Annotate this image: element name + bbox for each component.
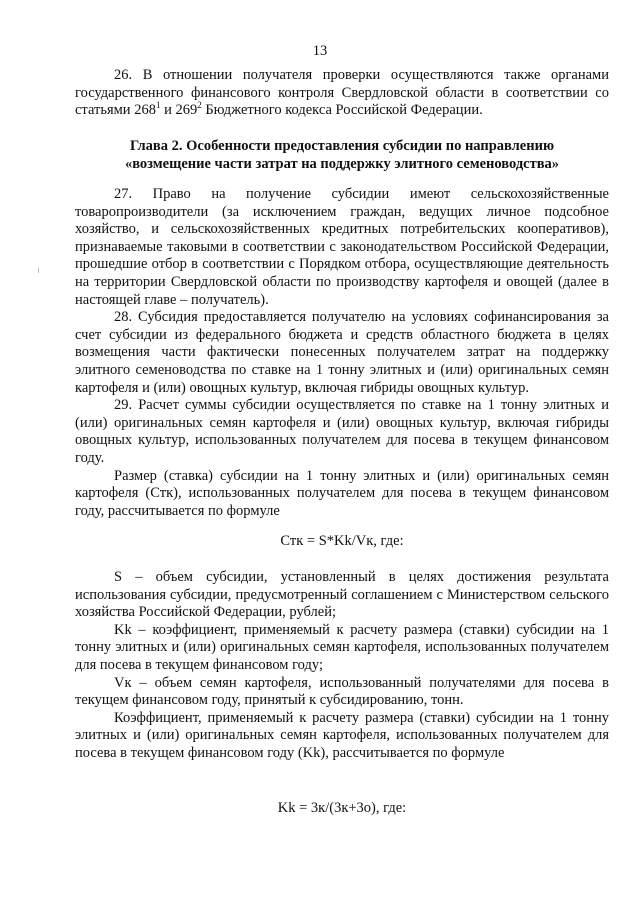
definition-kk: Kk – коэффициент, применяемый к расчету размера (ставки) субсидии на 1 тонну элитных и (или) оригинальных семян картофеля, использованных получателем для посева в текущем финансовом году; <box>75 621 609 673</box>
paragraph-coefficient: Коэффициент, применяемый к расчету размера (ставки) субсидии на 1 тонну элитных и (или) оригинальных семян картофеля, использованных получателем для посева в текущем финансовом году (Kk), рассчитывается по формуле <box>75 709 609 761</box>
formula-kk: Kk = 3к/(3к+3о), где: <box>277 800 407 816</box>
paragraph-rate: Размер (ставка) субсидии на 1 тонну элитных и (или) оригинальных семян картофеля (Стк), использованных получателем для посева в текущем финансовом году, рассчитывается по формуле <box>75 467 609 519</box>
definitions <box>75 569 609 763</box>
p26-sup-2: 2 <box>197 100 202 111</box>
p26-text-b: и 269 <box>160 102 198 119</box>
definition-vk: Vк – объем семян картофеля, использованный получателями для посева в текущем финансовом году, принятый к субсидированию, тонн. <box>75 674 609 709</box>
p26-text-a: 26. В отношении получателя проверки осуществляются также органами государственного финансового контроля Свердловской области в соответствии со статьями 268 <box>75 67 609 119</box>
chapter-title <box>75 138 609 173</box>
chapter-title-line1: Глава 2. Особенности предоставления субсидии по направлению <box>129 138 555 154</box>
paragraph-28: 28. Субсидия предоставляется получателю на условиях софинансирования за счет субсидии из федерального бюджета и средств областного бюджета в целях возмещения части фактически понесенных получателем затрат на поддержку элитного семеноводства по ставке на 1 тонну элитных и (или) оригинальных семян картофеля и (или) овощных культур, включая гибриды овощных культур. <box>75 309 609 396</box>
paragraph-27: 27. Право на получение субсидии имеют сельскохозяйственные товаропроизводители (за исключением граждан, ведущих личное подсобное хозяйство, и сельскохозяйственных кредитных потребительских кооперативов), признаваемые таковыми в соответствии с законодательством Российской Федерации, прошедшие отбор в соответствии с Порядком отбора, осуществляющие деятельность на территории Свердловской области по производству картофеля и овощей (далее в настоящей главе – получатель). <box>75 186 609 308</box>
definition-s: S – объем субсидии, установленный в целях достижения результата использования субсидии, предусмотренный соглашением с Министерством сельского хозяйства Российской Федерации, рублей; <box>75 569 609 621</box>
chapter-title-line2: «возмещение части затрат на поддержку элитного семеноводства» <box>124 155 560 172</box>
formula-1 <box>75 533 609 551</box>
formula-stk: Стк = S*Kk/Vк, где: <box>280 533 404 549</box>
p26-text-c: Бюджетного кодекса Российской Федерации. <box>201 102 483 119</box>
scan-mark <box>38 268 39 273</box>
formula-2 <box>75 800 609 818</box>
paragraph-29: 29. Расчет суммы субсидии осуществляется по ставке на 1 тонну элитных и (или) оригинальных семян картофеля и (или) овощных культур, включая гибриды овощных культур, использованных получателем для посева в текущем финансовом году. <box>75 397 609 466</box>
paragraphs-27-29 <box>75 186 609 520</box>
paragraph-26 <box>75 67 609 120</box>
p26-sup-1: 1 <box>155 100 161 111</box>
page-number: 13 <box>312 43 328 59</box>
